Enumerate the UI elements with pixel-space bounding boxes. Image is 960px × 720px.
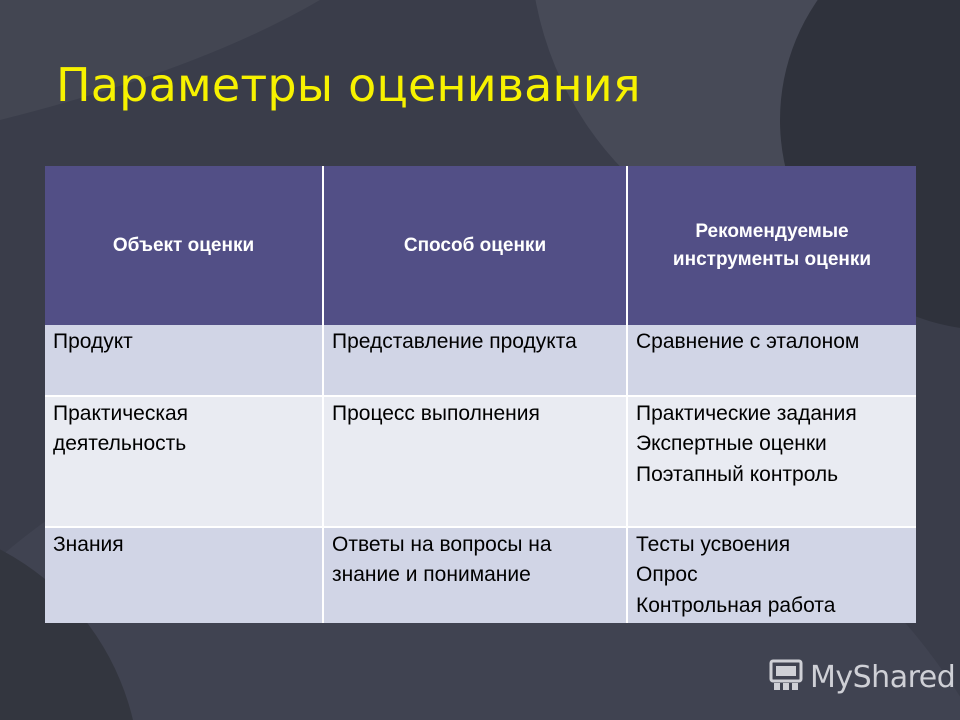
cell-method: Процесс выполнения xyxy=(323,396,627,527)
header-tools: Рекомендуемые инструменты оценки xyxy=(627,166,916,325)
header-method: Способ оценки xyxy=(323,166,627,325)
cell-method: Ответы на вопросы на знание и понимание xyxy=(323,527,627,623)
myshared-watermark xyxy=(768,655,956,699)
table-header-row xyxy=(45,166,916,325)
cell-object: Знания xyxy=(45,527,323,623)
cell-object: Практическая деятельность xyxy=(45,396,323,527)
table-row xyxy=(45,396,916,527)
tool-item: Контрольная работа xyxy=(636,593,836,617)
cell-tools xyxy=(627,325,916,396)
cell-tools xyxy=(627,527,916,623)
tool-item: Сравнение с эталоном xyxy=(636,330,860,353)
cell-tools xyxy=(627,396,916,527)
tool-item: Тесты усвоения xyxy=(636,533,791,556)
evaluation-table-container xyxy=(45,166,916,623)
tool-item: Экспертные оценки xyxy=(636,432,827,456)
slide-title: Параметры оценивания xyxy=(56,58,641,112)
tool-item: Поэтапный контроль xyxy=(636,462,839,486)
cell-method: Представление продукта xyxy=(323,325,627,396)
header-object: Объект оценки xyxy=(45,166,323,325)
table-row xyxy=(45,527,916,623)
evaluation-table xyxy=(45,166,916,623)
classroom-board-icon xyxy=(768,657,804,698)
watermark-text: MyShared xyxy=(810,659,956,695)
tool-item: Практические задания xyxy=(636,402,857,425)
tool-item: Опрос xyxy=(636,563,698,587)
cell-object: Продукт xyxy=(45,325,323,396)
table-row xyxy=(45,325,916,396)
